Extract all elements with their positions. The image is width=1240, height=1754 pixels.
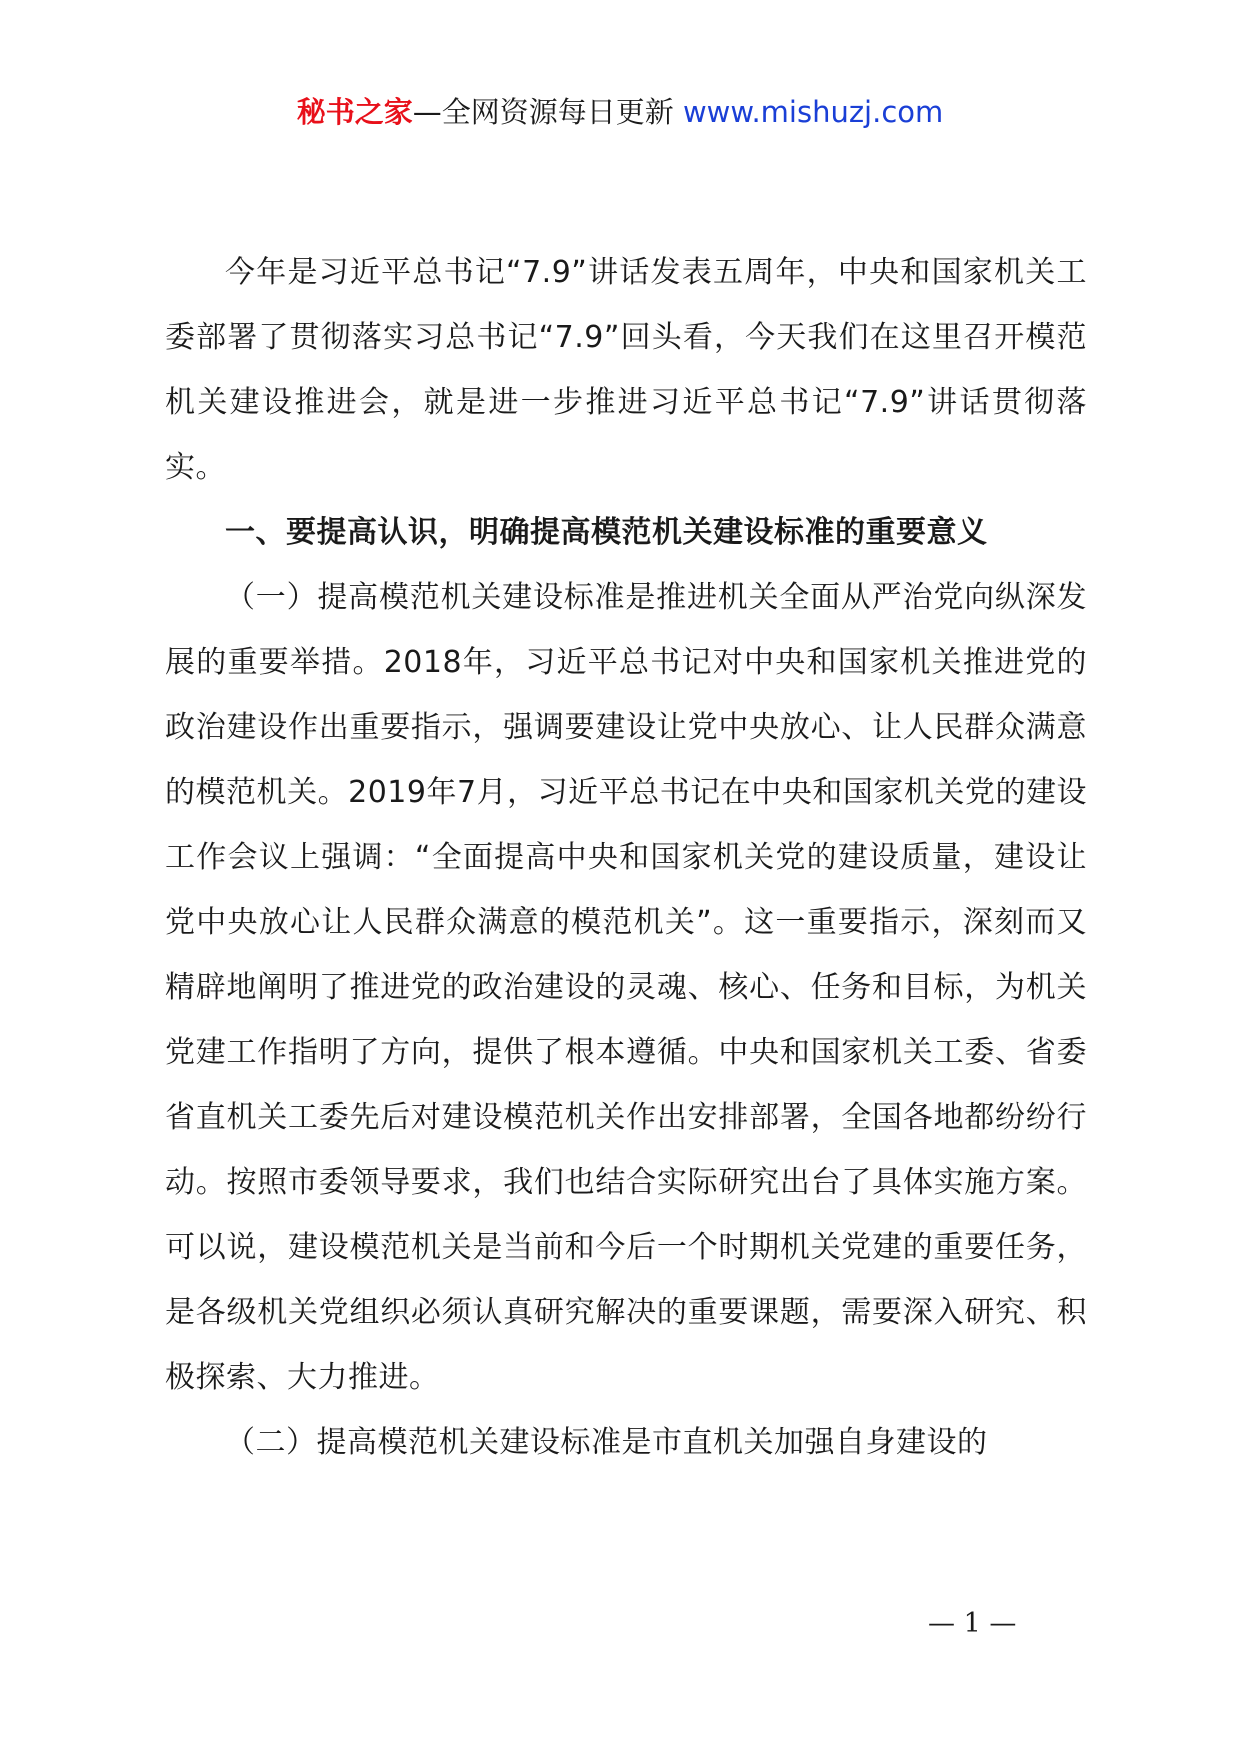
document-body [165, 240, 1087, 1475]
site-header [0, 92, 1240, 132]
body-paragraph: （一）提高模范机关建设标准是推进机关全面从严治党向纵深发展的重要举措。2018年，习近平总书记对中央和国家机关推进党的政治建设作出重要指示，强调要建设让党中央放心、让人民群众满意的模范机关。2019年7月，习近平总书记在中央和国家机关党的建设工作会议上强调：“全面提高中央和国家机关党的建设质量，建设让党中央放心让人民群众满意的模范机关”。这一重要指示，深刻而又精辟地阐明了推进党的政治建设的灵魂、核心、任务和目标，为机关党建工作指明了方向，提供了根本遵循。中央和国家机关工委、省委省直机关工委先后对建设模范机关作出安排部署，全国各地都纷纷行动。按照市委领导要求，我们也结合实际研究出台了具体实施方案。可以说，建设模范机关是当前和今后一个时期机关党建的重要任务，是各级机关党组织必须认真研究解决的重要课题，需要深入研究、积极探索、大力推进。 [165, 580, 1087, 1395]
intro-paragraph: 今年是习近平总书记“7.9”讲话发表五周年，中央和国家机关工委部署了贯彻落实习总书记“7.9”回头看，今天我们在这里召开模范机关建设推进会，就是进一步推进习近平总书记“7.9”讲话贯彻落实。 [165, 255, 1087, 485]
brand-name: 秘书之家 [296, 95, 413, 129]
header-slogan: —全网资源每日更新 [412, 95, 674, 129]
website-link[interactable]: www.mishuzj.com [682, 95, 944, 129]
body-paragraph-continued: （二）提高模范机关建设标准是市直机关加强自身建设的 [225, 1425, 988, 1460]
section-heading: 一、要提高认识，明确提高模范机关建设标准的重要意义 [225, 515, 988, 550]
page-number: — 1 — [928, 1608, 1017, 1639]
